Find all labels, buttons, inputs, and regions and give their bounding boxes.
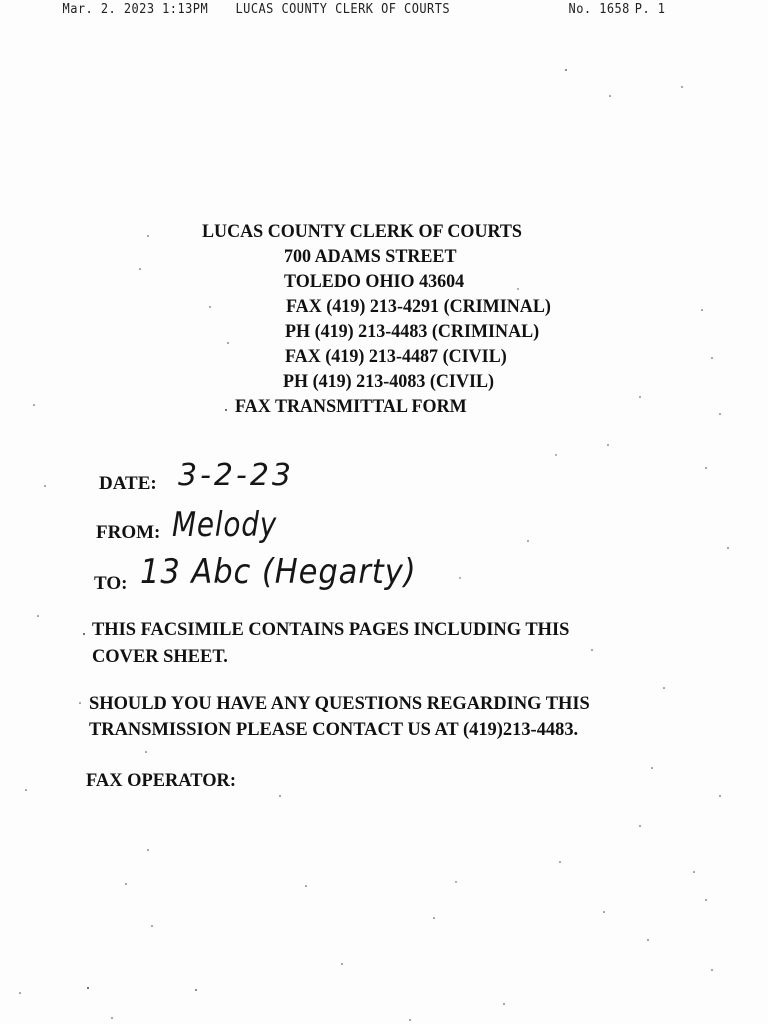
- phone-criminal: PH (419) 213-4483 (CRIMINAL): [285, 321, 540, 342]
- date-label: DATE:: [99, 473, 157, 494]
- page-count-line-1: THIS FACSIMILE CONTAINS PAGES INCLUDING THIS: [92, 619, 570, 640]
- fax-sender: LUCAS COUNTY CLERK OF COURTS: [235, 2, 451, 17]
- fax-number: No. 1658: [568, 2, 630, 17]
- form-title: FAX TRANSMITTAL FORM: [235, 396, 467, 417]
- questions-line-2: TRANSMISSION PLEASE CONTACT US AT (419)213-4483.: [89, 719, 579, 740]
- fax-page-number: P. 1: [634, 2, 666, 17]
- city-address: TOLEDO OHIO 43604: [284, 271, 465, 292]
- office-name: LUCAS COUNTY CLERK OF COURTS: [202, 221, 522, 242]
- to-handwritten-value: 13 Abc (Hegarty): [140, 552, 417, 592]
- phone-civil: PH (419) 213-4083 (CIVIL): [283, 371, 495, 392]
- fax-operator-label: FAX OPERATOR:: [86, 770, 237, 791]
- page-count-line-2: COVER SHEET.: [92, 646, 228, 667]
- fax-criminal: FAX (419) 213-4291 (CRIMINAL): [286, 296, 551, 317]
- to-label: TO:: [94, 573, 128, 594]
- from-label: FROM:: [96, 522, 161, 543]
- date-handwritten-value: 3-2-23: [178, 458, 294, 493]
- fax-civil: FAX (419) 213-4487 (CIVIL): [285, 346, 507, 367]
- fax-datetime: Mar. 2. 2023 1:13PM: [62, 2, 209, 17]
- street-address: 700 ADAMS STREET: [284, 246, 457, 267]
- from-handwritten-value: Melody: [172, 505, 278, 545]
- questions-line-1: SHOULD YOU HAVE ANY QUESTIONS REGARDING THIS: [89, 693, 590, 714]
